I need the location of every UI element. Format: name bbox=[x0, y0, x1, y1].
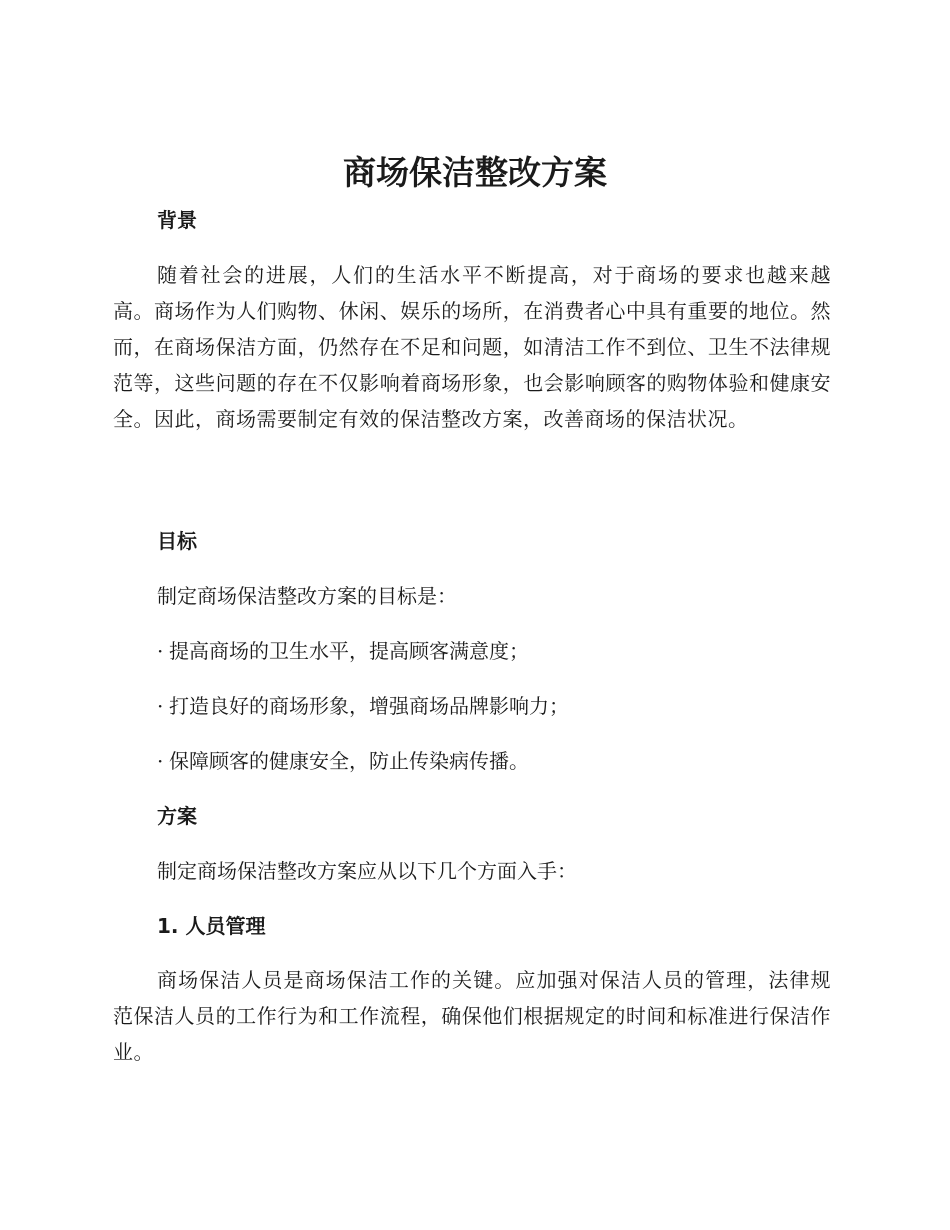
background-paragraph: 随着社会的进展，人们的生活水平不断提高，对于商场的要求也越来越高。商场作为人们购物、休闲、娱乐的场所，在消费者心中具有重要的地位。然而，在商场保洁方面，仍然存在不足和问题，如清洁工作不到位、卫生不法律规范等，这些问题的存在不仅影响着商场形象，也会影响顾客的购物体验和健康安全。因此，商场需要制定有效的保洁整改方案，改善商场的保洁状况。 bbox=[113, 263, 831, 431]
goals-intro: 制定商场保洁整改方案的目标是： bbox=[157, 584, 457, 608]
bullet-dot-icon: · bbox=[157, 639, 164, 663]
bullet-dot-icon: · bbox=[157, 749, 164, 773]
bullet-dot-icon: · bbox=[157, 694, 164, 718]
goal-bullet bbox=[157, 692, 569, 720]
goal-bullet bbox=[157, 747, 529, 775]
goal-bullet-text: 打造良好的商场形象，增强商场品牌影响力； bbox=[169, 694, 569, 718]
plan-intro: 制定商场保洁整改方案应从以下几个方面入手： bbox=[157, 859, 577, 883]
subsection-heading-personnel: 1. 人员管理 bbox=[157, 914, 266, 938]
document-title: 商场保洁整改方案 bbox=[343, 153, 607, 192]
section-heading-background: 背景 bbox=[157, 208, 197, 232]
goal-bullet bbox=[157, 637, 529, 665]
section-heading-goals: 目标 bbox=[157, 529, 197, 553]
goal-bullet-text: 提高商场的卫生水平，提高顾客满意度； bbox=[169, 639, 529, 663]
section-heading-plan: 方案 bbox=[157, 804, 197, 828]
goal-bullet-text: 保障顾客的健康安全，防止传染病传播。 bbox=[169, 749, 529, 773]
personnel-paragraph: 商场保洁人员是商场保洁工作的关键。应加强对保洁人员的管理，法律规范保洁人员的工作行为和工作流程，确保他们根据规定的时间和标准进行保洁作业。 bbox=[113, 968, 831, 1064]
